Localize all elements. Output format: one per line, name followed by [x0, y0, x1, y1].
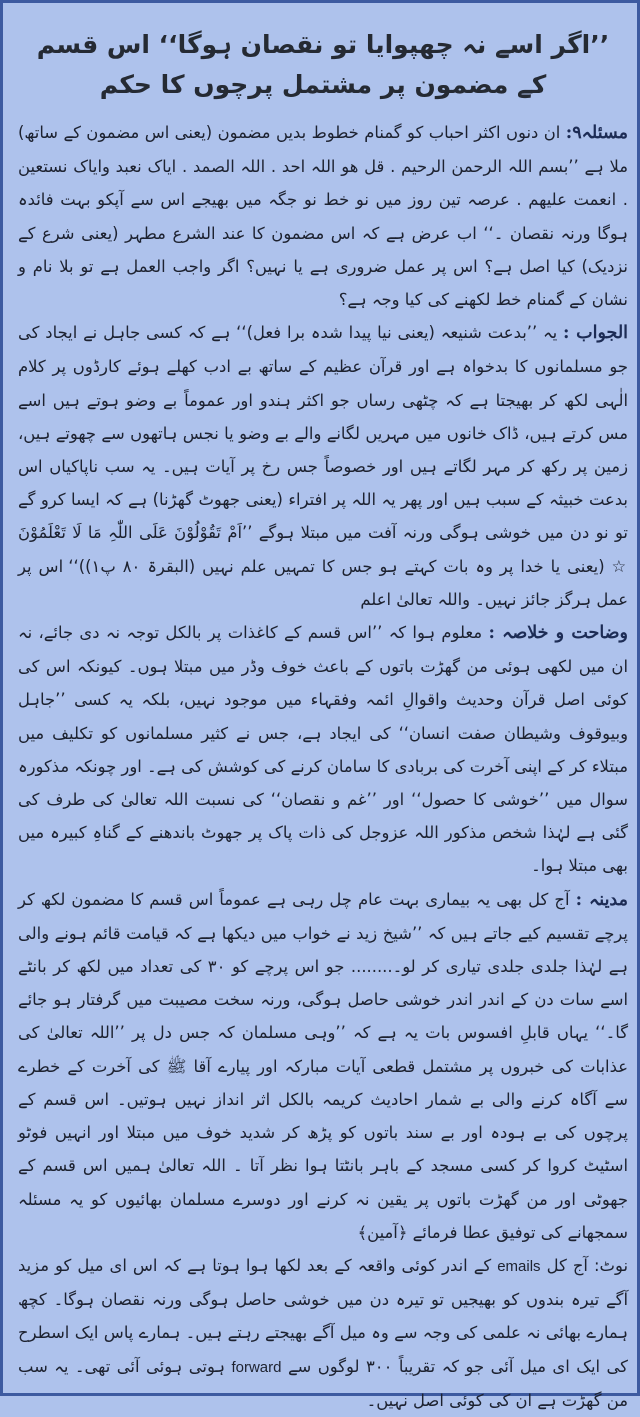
note-forward-word: forward: [231, 1358, 282, 1376]
masala-label: مسئلہ۹:: [565, 123, 628, 143]
jawab-text: یہ ’’بدعت شنیعہ (یعنی نیا پیدا شدہ برا فعل)‘‘ ہے کہ کسی جاہل نے ایجاد کی جو مسلمانوں کا بدخواہ ہے اور قرآن عظیم کے ساتھ بے ادب کھلے ہوئے کارڈوں پر کلام الٰہی لکھ کر بھیجتا ہے کہ چٹھی رساں جو اکثر ہندو اور عموماً بے وضو ہوتے ہیں اسے مس کرتے ہیں، ڈاک خانوں میں مہریں لگانے والے بے وضو یا نجس ہاتھوں سے چھوتے ہیں، زمین پر رکھ کر مہر لگاتے ہیں اور خصوصاً جس رخ پر آیات ہیں۔ یہ سب ناپاکیاں اس بدعت خبیثہ کے سبب ہیں اور پھر یہ اللہ پر افتراء (یعنی جھوٹ گھڑنا) ہے کہ ایسا کرو گے تو نو دن میں خوشی ہوگی ورنہ آفت میں مبتلا ہوگے ’’اَمْ تَقُوْلُوْنَ عَلَی اللّٰہِ مَا لَا تَعْلَمُوْنَ ☆ (یعنی یا خدا پر وہ بات کہتے ہو جس کا تمہیں علم نہیں (البقرۃ ۸۰ پ۱))‘‘ اس پر عمل ہرگز جائز نہیں۔ واللہ تعالیٰ اعلم: [18, 323, 628, 609]
page-title: ’’اگر اسے نہ چھپوایا تو نقصان ہوگا‘‘ اس قسم کے مضمون پر مشتمل پرچوں کا حکم: [36, 30, 610, 99]
note-emails-word: emails: [497, 1257, 541, 1275]
jawab-paragraph: [18, 316, 628, 616]
note-text-b: کے اندر کوئی واقعہ کے بعد لکھا ہوا ہوتا ہے کہ اس ای میل کو مزید آگے تیرہ بندوں کو بھیجیں تو تیرہ دن میں خوشی حاصل ہوگی ورنہ نقصان ہوگا۔ کچھ ہمارے بھائی نہ علمی کی وجہ سے وہ میل آگے بھیجتے رہتے ہیں۔ ہمارے پاس ایک اسطرح کی ایک ای میل آئی جو کہ تقریباً ۳۰۰ لوگوں سے: [18, 1255, 628, 1376]
masala-text: ان دنوں اکثر احباب کو گمنام خطوط بدیں مضمون (یعنی اس مضمون کے ساتھ) ملا ہے ’’بسم اللہ الرحمن الرحیم . قل ھو اللہ احد . اللہ الصمد . ایاک نعبد وایاک نستعین . انعمت علیھم . عرصہ تین روز میں نو خط نو جگہ میں بھیجے اس سے آپکو بہت فائدہ ہوگا ورنہ نقصان ۔‘‘ اب عرض ہے کہ اس مضمون کا عند الشرع مطہر (یعنی شرع کے نزدیک) کیا اصل ہے؟ اس پر عمل ضروری ہے یا نہیں؟ اگر واجب العمل ہے تو بلا نام و نشان کے گمنام خط لکھنے کی کیا وجہ ہے؟: [18, 123, 628, 310]
wazahat-paragraph: [18, 616, 628, 883]
note-paragraph: [18, 1249, 628, 1417]
madina-paragraph: [18, 883, 628, 1249]
madina-label: مدینہ :: [575, 889, 628, 910]
masala-paragraph: [18, 116, 628, 316]
note-text-c: ہوتی ہوئی آئی تھی۔ یہ سب من گھڑت ہے ان کی کوئی اصل نہیں۔: [18, 1356, 628, 1410]
madina-text: آج کل بھی یہ بیماری بہت عام چل رہی ہے عموماً اس قسم کا مضمون لکھ کر پرچے تقسیم کیے جاتے ہیں کہ ’’شیخ زید نے خواب میں دیکھا ہے کہ قیامت قائم ہونے والی ہے لہٰذا جلدی جلدی تیاری کر لو۔........ جو اس پرچے کو ۳۰ کی تعداد میں لکھ کر بانٹے اسے سات دن کے اندر اندر خوشی حاصل ہوگی، ورنہ سخت مصیبت میں گرفتار ہو جائے گا۔‘‘ یہاں قابلِ افسوس بات یہ ہے کہ ’’وہی مسلمان کہ جس دل پر ’’اللہ تعالیٰ کی عذابات کی خبروں پر مشتمل قطعی آیات مبارکہ اور پیارے آقا ﷺ کی آخرت کے خطرے سے آگاہ کرنے والی بے شمار احادیث کریمہ بالکل اثر انداز نہیں ہوتیں۔ اس قسم کے پرچوں کی بے ہودہ اور بے سند باتوں کو پڑھ کر شدید خوف میں مبتلا اور انہیں فوٹو اسٹیٹ کروا کر کسی مسجد کے باہر بانٹتا ہوا نظر آتا ۔ اللہ تعالیٰ ہمیں اس قسم کے جھوٹی اور من گھڑت باتوں پر یقین نہ کرنے اور دوسرے مسلمان بھائیوں کو یہ مسئلہ سمجھانے کی توفیق عطا فرمائے ﴿آمین﴾: [18, 889, 628, 1242]
note-text-a: نوٹ: آج کل: [540, 1255, 628, 1275]
jawab-label: الجواب :: [562, 323, 629, 344]
wazahat-label: وضاحت و خلاصہ :: [488, 623, 628, 644]
wazahat-text: معلوم ہوا کہ ’’اس قسم کے کاغذات پر بالکل توجہ نہ دی جائے، نہ ان میں لکھی ہوئی من گھڑت باتوں کے باعث خوف وڈر میں مبتلا ہوں۔ کیونکہ اس کی کوئی اصل قرآن وحدیث واقوالِ ائمہ وفقہاء میں موجود نہیں، بلکہ یہ کسی ’’جاہل وبیوقوف وشیطان صفت انسان‘‘ کی ایجاد ہے، جس نے کثیر مسلمانوں کو تکلیف میں مبتلاء کر کے اپنی آخرت کی بربادی کا سامان کرنے کی کوشش کی ہے۔ اور چونکہ مذکورہ سوال میں ’’خوشی کا حصول‘‘ اور ’’غم و نقصان‘‘ کی نسبت اللہ تعالیٰ کی طرف کی گئی ہے لہٰذا شخص مذکور اللہ عزوجل کی ذات پاک پر جھوٹ باندھنے کے گناہِ کبیرہ میں بھی مبتلا ہوا۔: [18, 623, 628, 876]
article-body: [18, 116, 629, 1410]
